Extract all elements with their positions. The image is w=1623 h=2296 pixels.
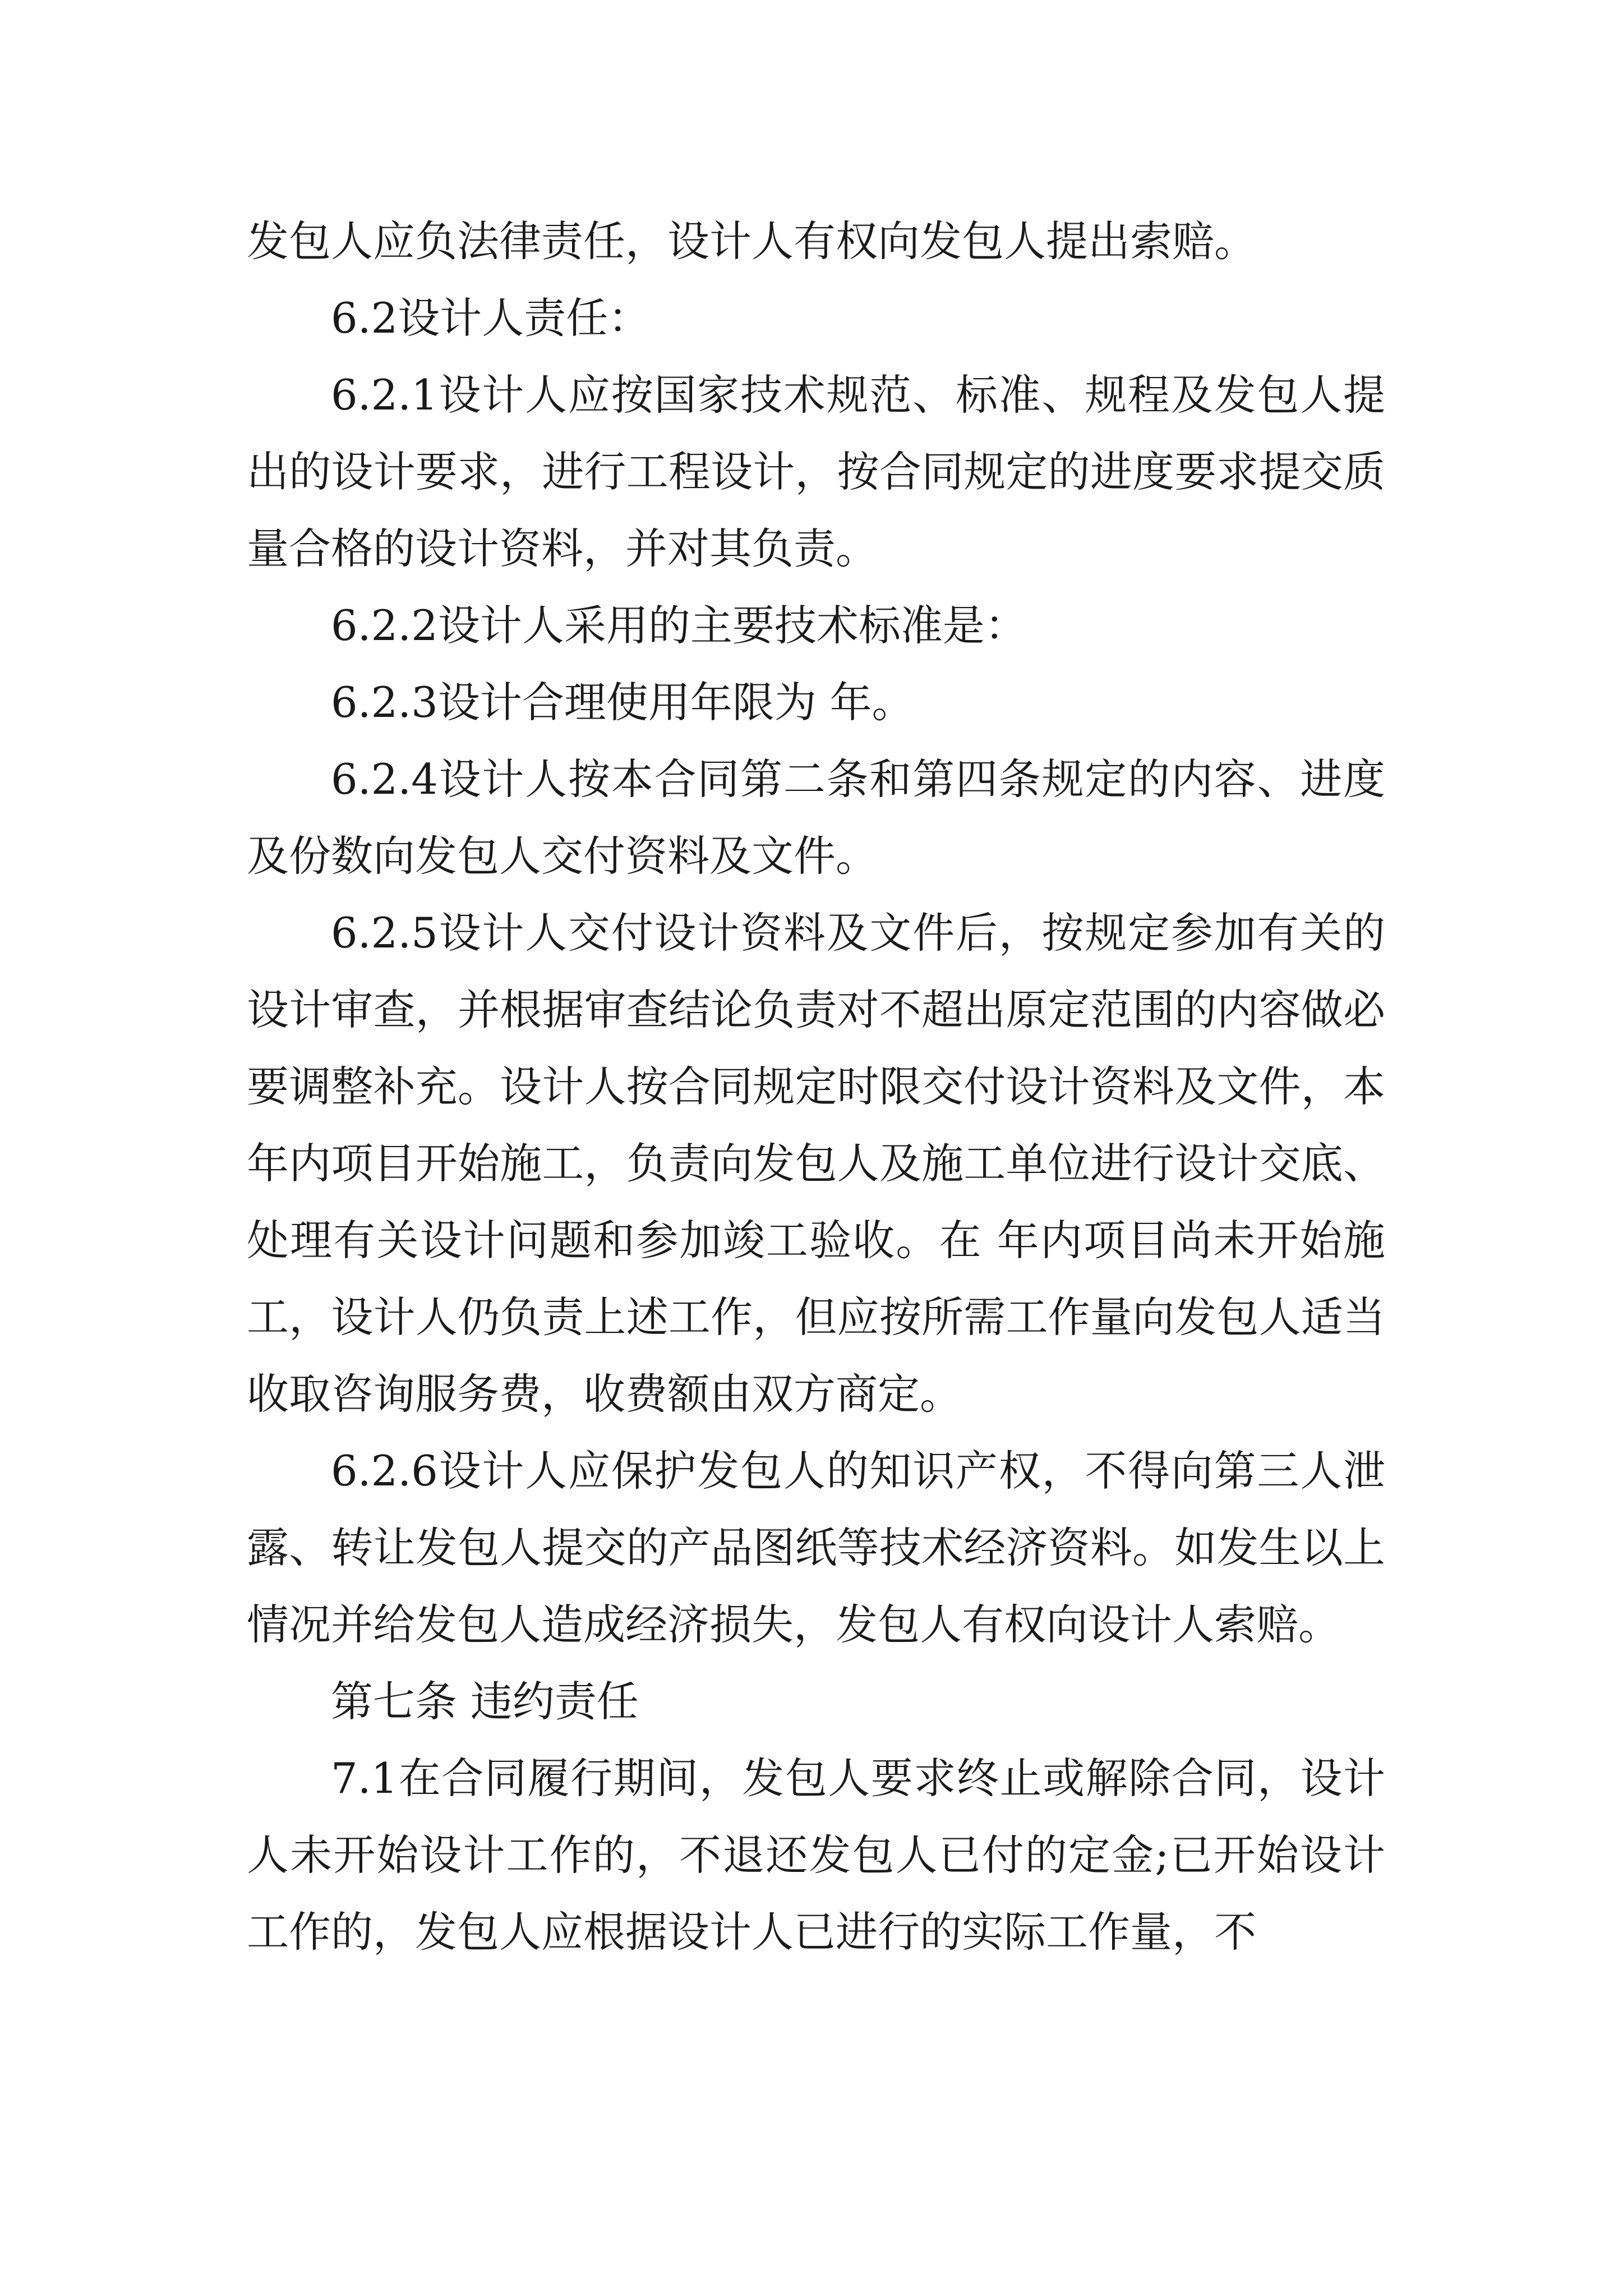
paragraph-6-2-3: 6.2.3设计合理使用年限为 年。 [331,678,914,727]
paragraph-6-2-2: 6.2.2设计人采用的主要技术标准是： [331,601,1027,650]
document-body [247,203,1385,1971]
article-7-heading: 第七条 违约责任 [331,1677,639,1726]
paragraph-6-2-4: 6.2.4设计人按本合同第二条和第四条规定的内容、进度及份数向发包人交付资料及文件。 [247,754,1385,881]
paragraph-continuation: 发包人应负法律责任，设计人有权向发包人提出索赔。 [247,217,1257,266]
paragraph-7-1: 7.1在合同履行期间，发包人要求终止或解除合同，设计人未开始设计工作的，不退还发包人已付的定金;已开始设计工作的，发包人应根据设计人已进行的实际工作量，不 [247,1754,1385,1957]
paragraph-6-2-designer-responsibility: 6.2设计人责任： [331,293,651,343]
paragraph-6-2-6: 6.2.6设计人应保护发包人的知识产权，不得向第三人泄露、转让发包人提交的产品图纸等技术经济资料。如发生以上情况并给发包人造成经济损失，发包人有权向设计人索赔。 [247,1446,1385,1649]
paragraph-6-2-5: 6.2.5设计人交付设计资料及文件后，按规定参加有关的设计审查，并根据审查结论负责对不超出原定范围的内容做必要调整补充。设计人按合同规定时限交付设计资料及文件，本年内项目开始施工，负责向发包人及施工单位进行设计交底、处理有关设计问题和参加竣工验收。在 年内项目尚未开始施工，设计人仍负责上述工作，但应按所需工作量向发包人适当收取咨询服务费，收费额由双方商定。 [247,908,1385,1419]
paragraph-6-2-1: 6.2.1设计人应按国家技术规范、标准、规程及发包人提出的设计要求，进行工程设计，按合同规定的进度要求提交质量合格的设计资料，并对其负责。 [247,370,1385,573]
